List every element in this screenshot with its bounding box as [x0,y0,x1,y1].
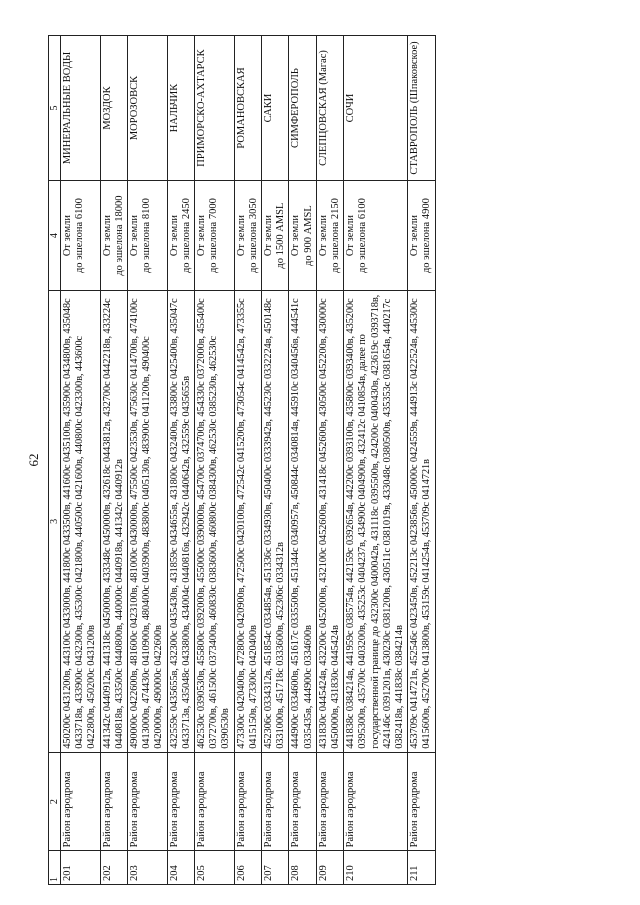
altitude-to: до эшелона 2150 [330,198,342,274]
altitude-from: От земли [168,215,180,257]
altitude-limits [344,181,408,291]
altitude-limits [289,181,316,291]
coordinates: 490000с 0422600в, 481600с 0423100в, 481000с 0430000в, 475500с 0423530в, 475630с 0414700в, 474100с 0413000в, 474430с 0410900в, 480400с 0403900в, 483800с 0405130в, 483900с 0411200в, 490400с 0420000в, 490000с 0422600в [128,291,168,753]
table-row [344,36,408,885]
table-row [61,36,101,885]
altitude-from: От земли [263,215,275,257]
altitude-from: От земли [101,215,113,257]
aerodrome-name: СЛЕПЦОВСКАЯ (Магас) [316,36,343,181]
row-number: 203 [128,851,168,885]
altitude-limits [100,181,127,291]
table-row [262,36,289,885]
row-number: 205 [195,851,235,885]
altitude-to: до эшелона 4900 [421,198,433,274]
altitude-from: От земли [235,215,247,257]
altitude-limits [262,181,289,291]
aerodrome-name: СТАВРОПОЛЬ (Шпаковское) [408,36,435,181]
table-row [408,36,435,885]
altitude-from: От земли [129,215,141,257]
coordinates: 444900с 0334600в, 451617с 0335500в, 451344с 0340957в, 450844с 0340814в, 445910с 0340456в, 444541с 0335435в, 444900с 0334600в [289,291,316,753]
area-type: Район аэродрома [408,752,435,851]
aerodrome-name: МОЗДОК [100,36,127,181]
row-number: 208 [289,851,316,885]
area-type: Район аэродрома [195,752,235,851]
aerodrome-name: НАЛЬЧИК [167,36,194,181]
header-col-5: 5 [49,36,61,181]
page-number: 62 [26,453,41,467]
altitude-from: От земли [290,215,302,257]
table-row [128,36,168,885]
area-type: Район аэродрома [100,752,127,851]
aerodrome-name: САКИ [262,36,289,181]
row-number: 206 [234,851,261,885]
row-number: 207 [262,851,289,885]
coordinates: 462530с 0390530в, 455800с 0392000в, 455000с 0390000в, 454700с 0374700в, 454330с 0372000в, 455400с 0372700в, 461500с 0373400в, 460830с 0383600в, 460800с 0384300в, 462530с 0385230в, 462530с 0390530в [195,291,235,753]
header-col-4: 4 [49,181,61,291]
altitude-to: до эшелона 2450 [180,198,192,274]
coordinates: 441838с 0384214в, 441959с 0385754в, 442159с 0392654в, 442200с 0393100в, 435800с 0393400в, 435200с 0395300в, 435700с 0403200в, 435253с 0404237в, 434900с 0404900в, 432412с 0410854в, далее по государственной границе до 432300с 0400042в, 431118с 0395500в, 424200с 0400430в, 423619с 0393718в, 424146с 0391201в, 430230с 0381200в, 430511с 0381019в, 433048с 0380500в, 435353с 0381654в, 440217с 0382418в, 441838с 0384214в [344,291,408,753]
table-row [234,36,261,885]
area-type: Район аэродрома [289,752,316,851]
aerodrome-name: МИНЕРАЛЬНЫЕ ВОДЫ [61,36,101,181]
altitude-limits [167,181,194,291]
row-number: 210 [344,851,408,885]
header-col-1: 1 [49,851,61,885]
area-type: Район аэродрома [234,752,261,851]
altitude-to: до эшелона 8100 [141,198,153,274]
altitude-from: От земли [317,215,329,257]
aerodrome-name: ПРИМОРСКО-АХТАРСК [195,36,235,181]
altitude-to: до эшелона 7000 [208,198,220,274]
table-row [195,36,235,885]
altitude-to: до эшелона 3050 [247,198,259,274]
header-col-2: 2 [49,752,61,851]
coordinates: 473300с 0420400в, 472800с 0420900в, 472500с 0420100в, 472542с 0415200в, 473054с 0414542в, 473355с 0415150в, 473300с 0420400в [234,291,261,753]
area-type: Район аэродрома [262,752,289,851]
area-type: Район аэродрома [167,752,194,851]
row-number: 211 [408,851,435,885]
altitude-to: до эшелона 18000 [113,195,125,276]
aerodrome-name: СОЧИ [344,36,408,181]
header-row [49,36,61,885]
altitude-to: до 900 AMSL [302,205,314,266]
table-body [61,36,436,885]
coordinates: 441342с 0440912в, 441318с 0450000в, 433348с 0450000в, 432618с 0443812в, 432700с 0442218в, 433224с 0440818в, 433500с 0440800в, 440000с 0440918в, 441342с 0440912в [100,291,127,753]
table-row [167,36,194,885]
altitude-to: до эшелона 6100 [357,198,369,274]
area-type: Район аэродрома [61,752,101,851]
aerodrome-name: РОМАНОВСКАЯ [234,36,261,181]
row-number: 201 [61,851,101,885]
row-number: 202 [100,851,127,885]
altitude-from: От земли [409,215,421,257]
altitude-from: От земли [196,215,208,257]
coordinates: 432559с 0435655в, 432300с 0435430в, 431859с 0434655в, 431800с 0432400в, 433800с 0425400в, 435047с 0433713в, 435048с 0433800в, 434004с 0440816в, 432942с 0440642в, 432559с 0435655в [167,291,194,753]
header-col-3: 3 [49,291,61,753]
aerodrome-name: СИМФЕРОПОЛЬ [289,36,316,181]
coordinates: 452306с 0334312в, 451854с 0334854в, 451336с 0334930в, 450400с 0333942в, 445230с 0332224в, 450148с 0331000в, 451718с 0333600в, 452306с 0334312в [262,291,289,753]
altitude-limits [128,181,168,291]
table-row [100,36,127,885]
altitude-limits [316,181,343,291]
table-row [316,36,343,885]
aerodrome-name: МОРОЗОВСК [128,36,168,181]
row-number: 204 [167,851,194,885]
area-type: Район аэродрома [344,752,408,851]
altitude-limits [195,181,235,291]
altitude-limits [234,181,261,291]
altitude-limits [61,181,101,291]
table-row [289,36,316,885]
altitude-from: От земли [62,215,73,257]
rotated-sheet [20,35,640,885]
row-number: 209 [316,851,343,885]
area-type: Район аэродрома [316,752,343,851]
coordinates: 453709с 0414721в, 452546с 0423450в, 452213с 0423856в, 450000с 0424559в, 444913с 0422524в, 445300с 0415600в, 452700с 0413800в, 453159с 0414254в, 453709с 0414721в [408,291,435,753]
altitude-from: От земли [345,215,357,257]
altitude-to: до 1500 AMSL [275,202,287,269]
area-type: Район аэродрома [128,752,168,851]
altitude-to: до эшелона 6100 [74,198,86,274]
airspace-table [48,35,436,885]
coordinates: 431830с 0445424в, 432200с 0452000в, 432100с 0452600в, 431418с 0452600в, 430500с 0452200в, 430000с 0450000в, 431830с 0445424в [316,291,343,753]
coordinates: 450200с 0431200в, 443100с 0433000в, 441800с 0433500в, 441600с 0435100в, 435900с 0434800в, 435048с 0433718в, 433900с 0432300в, 435300с 0421800в, 440500с 0421600в, 440800с 0423300в, 443600с 0422800в, 450200с 0431200в [61,291,101,753]
altitude-limits [408,181,435,291]
